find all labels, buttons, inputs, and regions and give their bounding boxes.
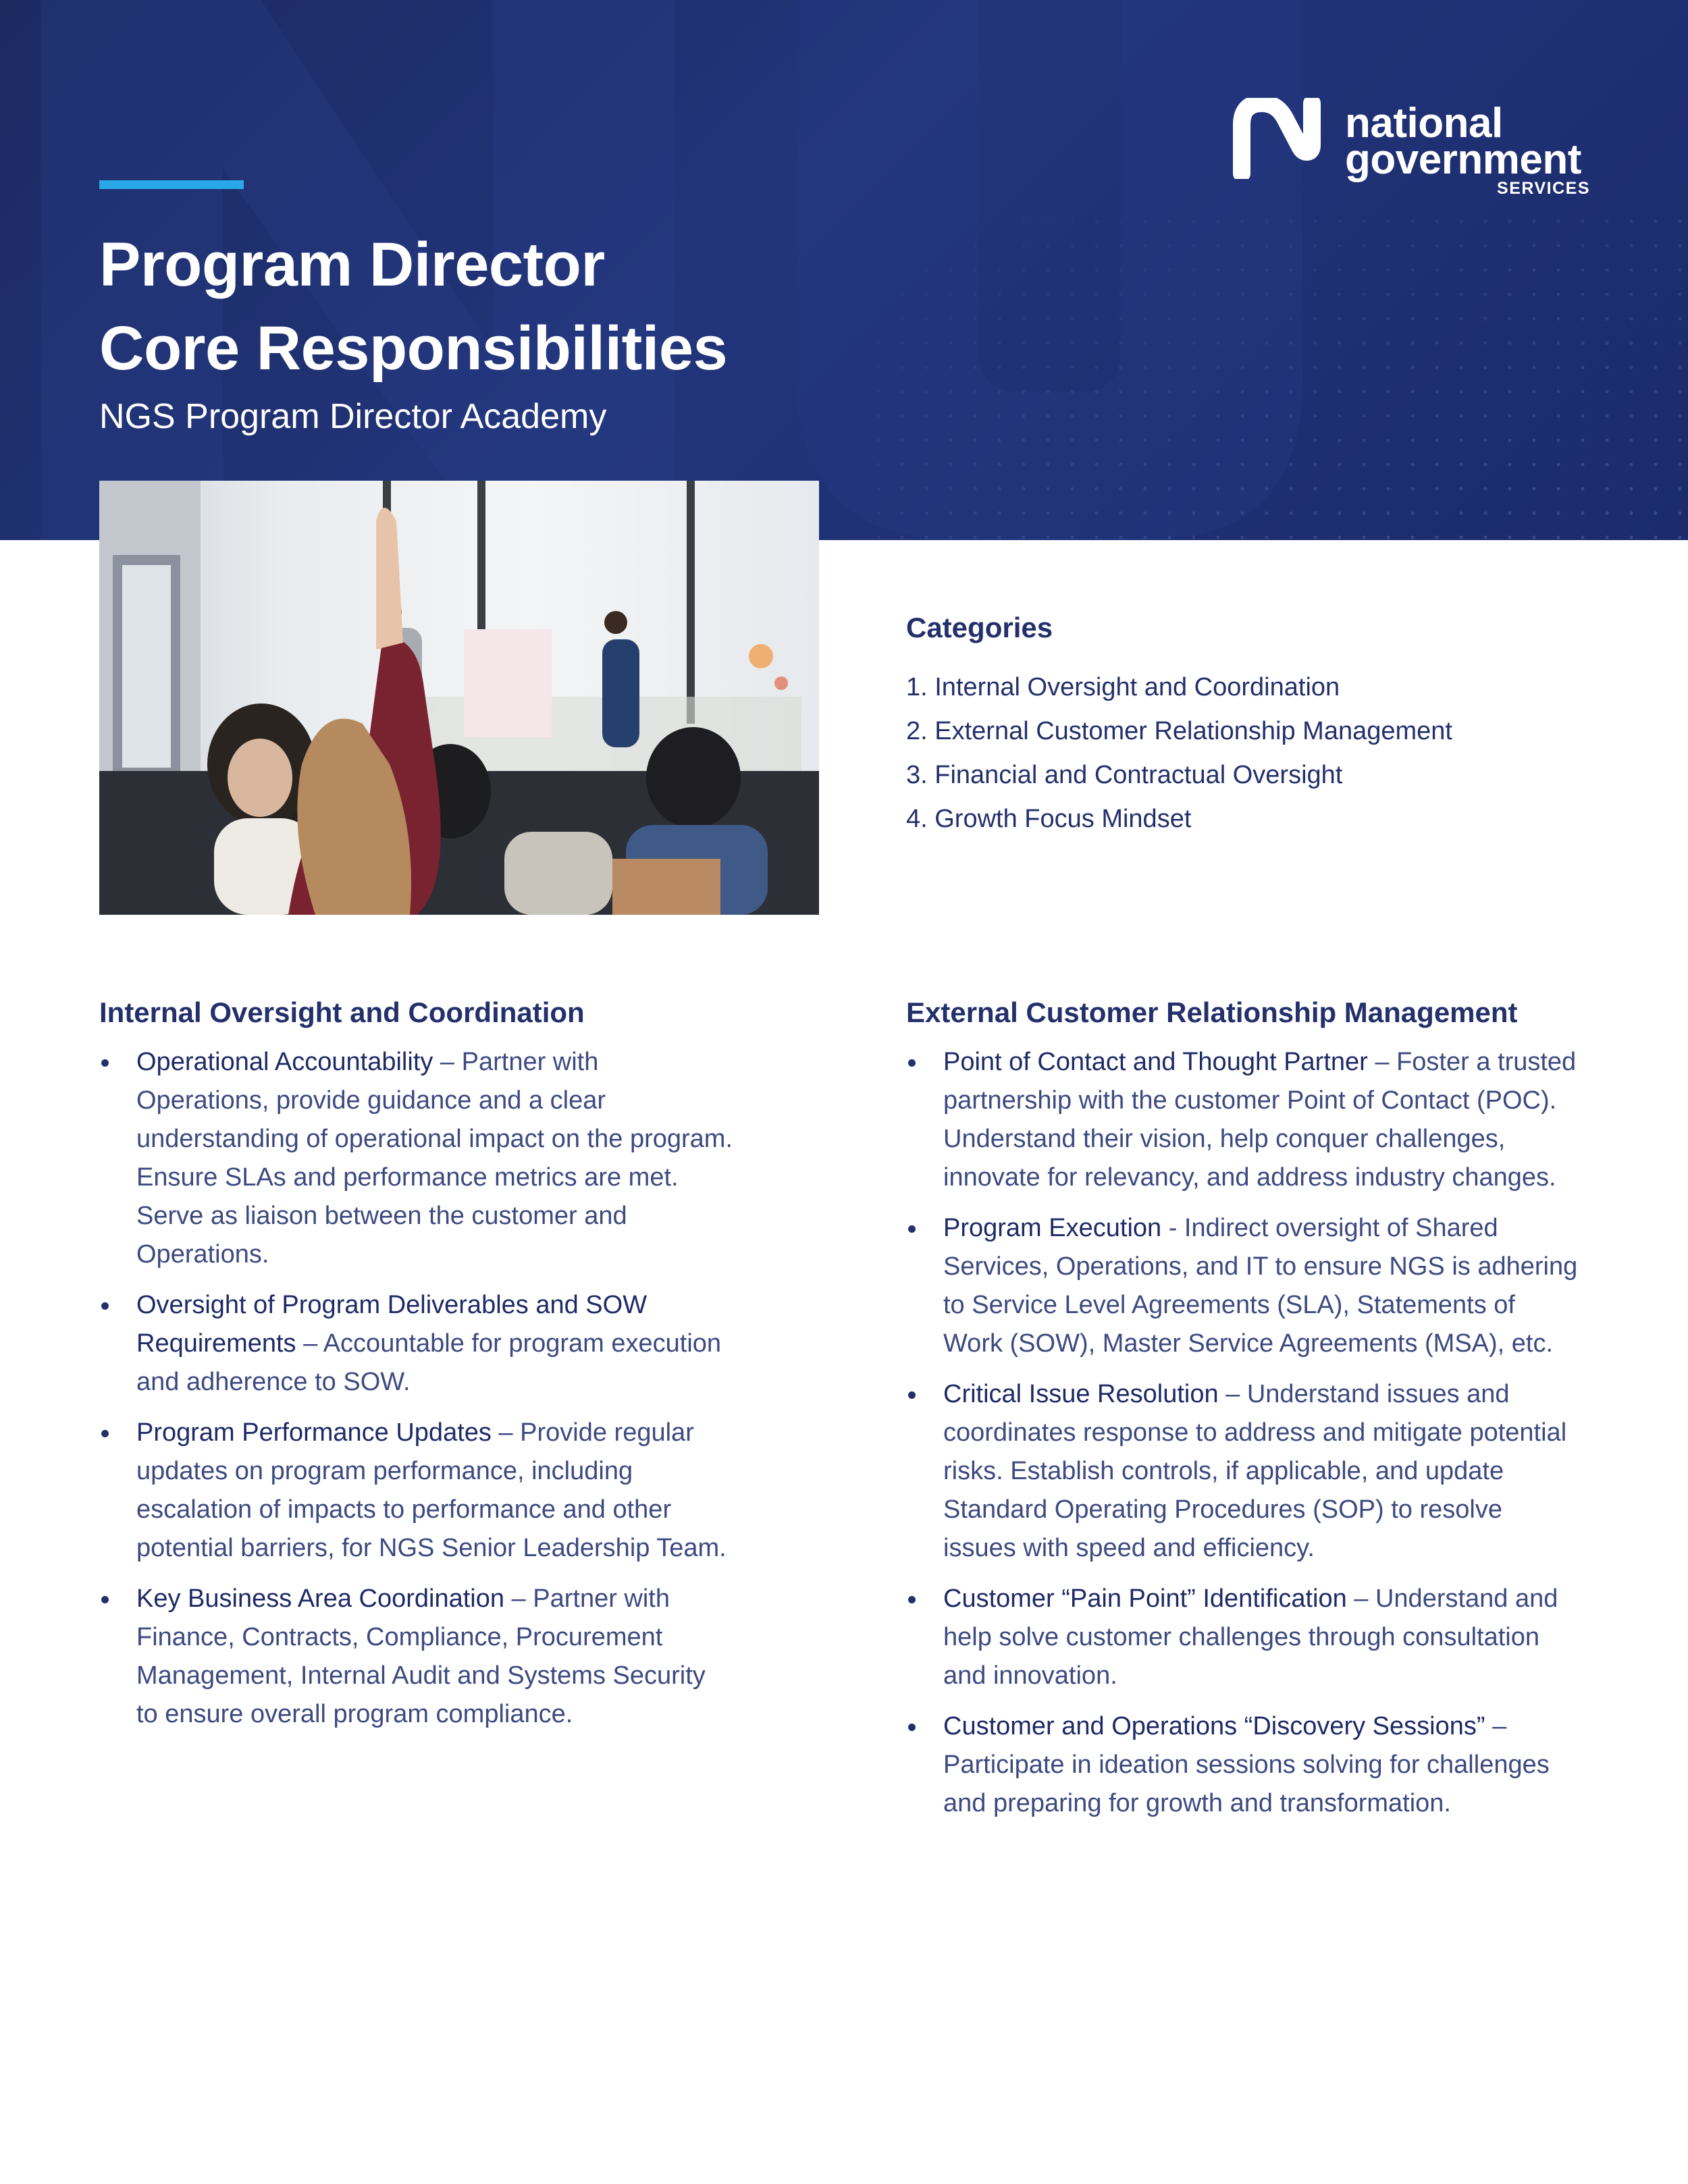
ngs-logo — [1232, 98, 1590, 199]
accent-bar — [99, 180, 244, 189]
title-line-2: Core Responsibilities — [99, 314, 728, 383]
external-relationship-heading: External Customer Relationship Management — [906, 996, 1518, 1028]
bullet-icon — [101, 1430, 109, 1437]
item-lead: Customer “Pain Point” Identification — [943, 1584, 1347, 1613]
item-body: – Foster a trusted partnership with the customer Point of Contact (POC). Understand their vision, help conquer challenges, innovate for relevancy, and address industry changes. — [943, 1048, 1577, 1192]
item-body: – Partner with Finance, Contracts, Compliance, Procurement Management, Internal Audit and Systems Security to ensure overall program compliance. — [136, 1584, 706, 1728]
bullet-icon — [908, 1059, 916, 1067]
bullet-icon — [101, 1059, 109, 1067]
category-item: 3. Financial and Contractual Oversight — [906, 761, 1343, 789]
logo-word-national: national — [1345, 100, 1503, 147]
ngs-logo-icon — [1232, 98, 1327, 179]
page-title — [99, 223, 727, 390]
item-body: – Provide regular updates on program performance, including escalation of impacts to performance and other potential barriers, for NGS Senior Leadership Team. — [136, 1418, 727, 1562]
internal-oversight-heading: Internal Oversight and Coordination — [99, 996, 585, 1028]
item-body: – Participate in ideation sessions solving for challenges and preparing for growth and transformation. — [943, 1712, 1550, 1817]
logo-word-services: SERVICES — [1497, 179, 1590, 198]
categories-section — [906, 608, 1622, 841]
list-item — [906, 1209, 1581, 1363]
item-lead: Customer and Operations “Discovery Sessions” — [943, 1712, 1485, 1740]
internal-oversight-section — [99, 992, 734, 1746]
item-body: – Understand and help solve customer challenges through consultation and innovation. — [943, 1584, 1558, 1690]
item-lead: Program Execution — [943, 1214, 1162, 1242]
bullet-icon — [101, 1596, 109, 1603]
list-item — [99, 1286, 734, 1402]
list-item — [906, 1043, 1581, 1197]
page-subtitle: NGS Program Director Academy — [99, 397, 607, 436]
bullet-icon — [908, 1391, 916, 1399]
bullet-icon — [908, 1225, 916, 1233]
item-body: – Understand issues and coordinates response to address and mitigate potential risks. Establish controls, if applicable, and update Standard Operating Procedures (SOP) to resolve issues with speed and efficiency. — [943, 1380, 1567, 1562]
classroom-photo-illustration — [99, 481, 819, 915]
item-lead: Point of Contact and Thought Partner — [943, 1048, 1368, 1076]
logo-word-government: government — [1345, 136, 1581, 183]
title-line-1: Program Director — [99, 230, 605, 299]
bullet-icon — [908, 1596, 916, 1603]
category-item: 1. Internal Oversight and Coordination — [906, 673, 1340, 701]
list-item — [99, 1043, 734, 1274]
list-item — [99, 1414, 734, 1568]
list-item — [906, 1707, 1581, 1823]
item-body: – Accountable for program execution and adherence to SOW. — [136, 1329, 722, 1396]
item-body: – Partner with Operations, provide guidance and a clear understanding of operational impact on the program. Ensure SLAs and performance metrics are met. Serve as liaison between the customer and Operations. — [136, 1048, 733, 1269]
hero-banner — [0, 0, 1688, 540]
categories-heading: Categories — [906, 612, 1053, 643]
item-body: - Indirect oversight of Shared Services, Operations, and IT to ensure NGS is adhering to Service Level Agreements (SLA), Statements of Work (SOW), Master Service Agreements (MSA), etc. — [943, 1214, 1578, 1358]
bullet-icon — [101, 1302, 109, 1310]
list-item — [906, 1580, 1581, 1695]
category-item: 2. External Customer Relationship Management — [906, 717, 1452, 745]
item-lead: Key Business Area Coordination — [136, 1584, 504, 1613]
external-relationship-section — [906, 992, 1581, 1835]
list-item — [906, 1375, 1581, 1568]
item-lead: Operational Accountability — [136, 1048, 433, 1076]
category-item: 4. Growth Focus Mindset — [906, 805, 1192, 833]
bullet-icon — [908, 1724, 916, 1731]
item-lead: Critical Issue Resolution — [943, 1380, 1219, 1408]
list-item — [99, 1580, 734, 1734]
item-lead: Program Performance Updates — [136, 1418, 492, 1447]
item-lead: Oversight of Program Deliverables and SOW Requirements — [136, 1291, 648, 1358]
classroom-photo — [99, 481, 819, 915]
